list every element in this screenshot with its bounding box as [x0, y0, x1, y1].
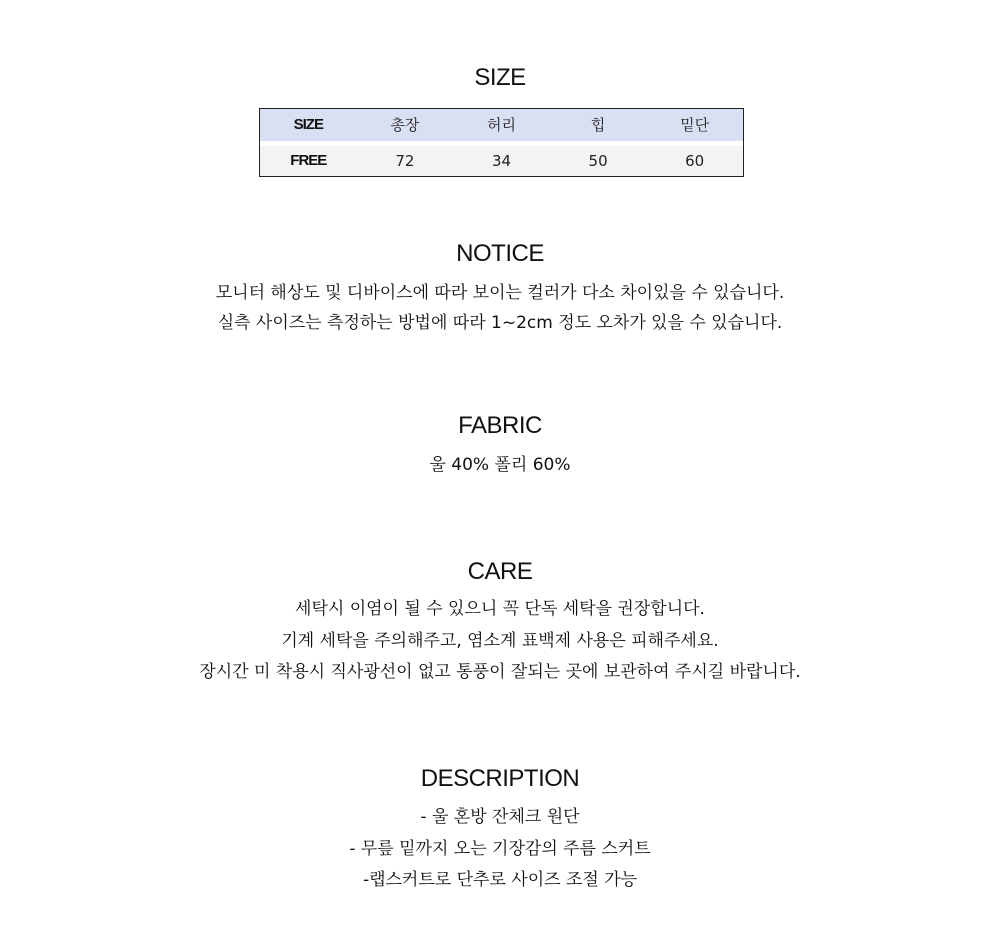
notice-line: 모니터 해상도 및 디바이스에 따라 보이는 컬러가 다소 차이있을 수 있습니다. — [215, 283, 785, 303]
size-header-length: 총장 — [390, 116, 420, 134]
size-value-hem: 60 — [685, 152, 705, 170]
size-header-hip: 힙 — [590, 116, 606, 134]
size-section-title: SIZE — [474, 64, 526, 91]
description-line: -랩스커트로 단추로 사이즈 조절 가능 — [362, 870, 638, 890]
care-line: 장시간 미 착용시 직사광선이 없고 통풍이 잘되는 곳에 보관하여 주시길 바랍니다. — [199, 662, 801, 682]
fabric-line: 울 40% 폴리 60% — [429, 455, 571, 475]
size-header-size: SIZE — [293, 116, 323, 133]
description-line: - 울 혼방 잔체크 원단 — [420, 807, 580, 827]
size-table — [259, 108, 744, 177]
description-section-title: DESCRIPTION — [420, 765, 580, 792]
description-line: - 무릎 밑까지 오는 기장감의 주름 스커트 — [349, 839, 651, 859]
size-value-hip: 50 — [588, 152, 608, 170]
size-header-hem: 밑단 — [680, 116, 710, 134]
size-value-waist: 34 — [491, 152, 512, 170]
notice-section-title: NOTICE — [456, 240, 544, 267]
size-table-header-row — [260, 109, 743, 141]
fabric-section-title: FABRIC — [458, 412, 542, 439]
size-table-row — [260, 146, 743, 176]
care-line: 기계 세탁을 주의해주고, 염소계 표백제 사용은 피해주세요. — [281, 631, 719, 651]
size-header-waist: 허리 — [486, 116, 516, 134]
care-section-title: CARE — [467, 558, 533, 585]
size-row-label: FREE — [290, 152, 327, 169]
notice-line: 실측 사이즈는 측정하는 방법에 따라 1~2cm 정도 오차가 있을 수 있습니다. — [217, 313, 783, 333]
care-line: 세탁시 이염이 될 수 있으니 꼭 단독 세탁을 권장합니다. — [295, 599, 705, 619]
size-value-length: 72 — [395, 152, 415, 170]
